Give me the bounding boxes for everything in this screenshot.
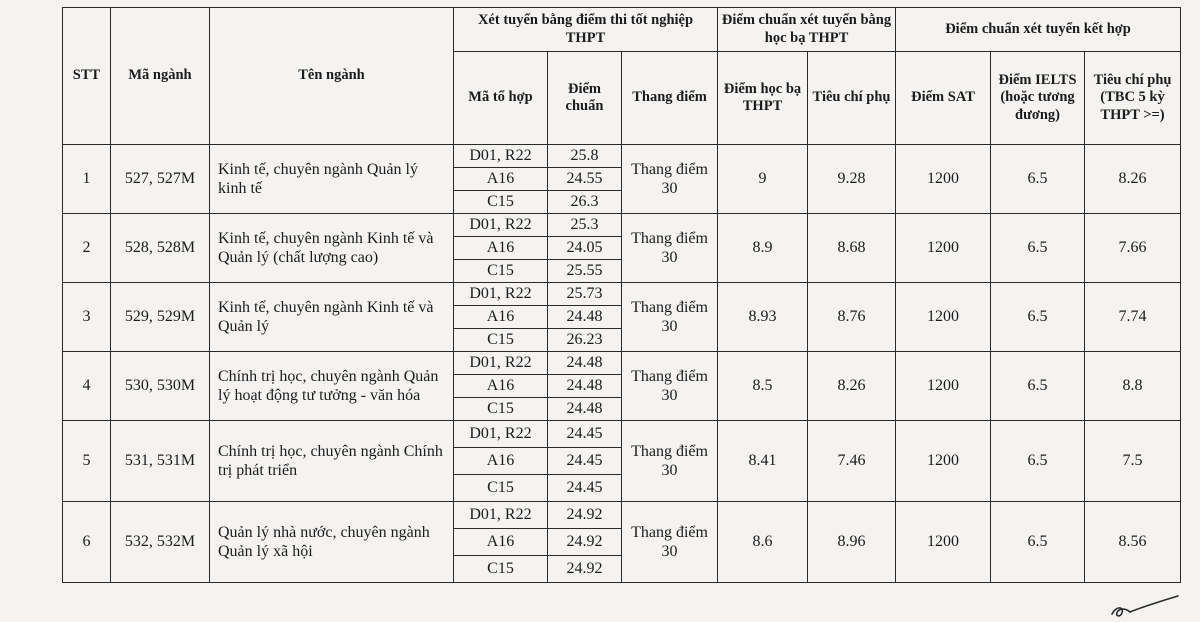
ten-nganh-cell: Quản lý nhà nước, chuyên ngành Quản lý xã hội [210, 502, 454, 583]
thang-diem-cell: Thang điểm 30 [622, 145, 718, 214]
ten-nganh-cell: Chính trị học, chuyên ngành Chính trị phát triển [210, 421, 454, 502]
diem-sat-cell: 1200 [896, 502, 991, 583]
diem-chuan-cell: 25.3 [548, 214, 622, 237]
header-tieu-chi-phu-hoc-ba: Tiêu chí phụ [808, 52, 896, 145]
admission-score-table [62, 7, 1181, 583]
diem-chuan-cell: 24.45 [548, 448, 622, 475]
table-row [63, 502, 1181, 529]
diem-chuan-cell: 25.55 [548, 260, 622, 283]
ten-nganh-cell: Kinh tế, chuyên ngành Kinh tế và Quản lý [210, 283, 454, 352]
thang-diem-cell: Thang điểm 30 [622, 502, 718, 583]
diem-chuan-cell: 25.73 [548, 283, 622, 306]
diem-hoc-ba-cell: 8.93 [718, 283, 808, 352]
diem-ielts-cell: 6.5 [991, 421, 1085, 502]
tieu-chi-phu-ket-hop-cell: 8.8 [1085, 352, 1181, 421]
tieu-chi-phu-hoc-ba-cell: 8.68 [808, 214, 896, 283]
ma-to-hop-cell: D01, R22 [454, 283, 548, 306]
ma-nganh-cell: 528, 528M [111, 214, 210, 283]
ma-to-hop-cell: A16 [454, 529, 548, 556]
table-row [63, 145, 1181, 168]
ten-nganh-cell: Kinh tế, chuyên ngành Quản lý kinh tế [210, 145, 454, 214]
ma-to-hop-cell: C15 [454, 329, 548, 352]
diem-ielts-cell: 6.5 [991, 214, 1085, 283]
diem-hoc-ba-cell: 8.6 [718, 502, 808, 583]
stt-cell: 2 [63, 214, 111, 283]
diem-chuan-cell: 24.55 [548, 168, 622, 191]
ma-to-hop-cell: D01, R22 [454, 352, 548, 375]
ma-nganh-cell: 532, 532M [111, 502, 210, 583]
header-group-thpt: Xét tuyển bằng điểm thi tốt nghiệp THPT [454, 8, 718, 52]
table-row [63, 421, 1181, 448]
stt-cell: 6 [63, 502, 111, 583]
header-diem-hoc-ba: Điểm học bạ THPT [718, 52, 808, 145]
diem-ielts-cell: 6.5 [991, 352, 1085, 421]
stt-cell: 3 [63, 283, 111, 352]
ma-to-hop-cell: C15 [454, 398, 548, 421]
diem-hoc-ba-cell: 8.5 [718, 352, 808, 421]
diem-chuan-cell: 26.3 [548, 191, 622, 214]
tieu-chi-phu-hoc-ba-cell: 8.76 [808, 283, 896, 352]
header-diem-ielts: Điểm IELTS (hoặc tương đương) [991, 52, 1085, 145]
diem-sat-cell: 1200 [896, 214, 991, 283]
diem-chuan-cell: 25.8 [548, 145, 622, 168]
header-group-hoc-ba: Điểm chuẩn xét tuyển bằng học bạ THPT [718, 8, 896, 52]
header-ten-nganh: Tên ngành [210, 8, 454, 145]
ma-to-hop-cell: D01, R22 [454, 502, 548, 529]
ma-to-hop-cell: C15 [454, 260, 548, 283]
diem-chuan-cell: 24.92 [548, 529, 622, 556]
ma-to-hop-cell: C15 [454, 556, 548, 583]
tieu-chi-phu-hoc-ba-cell: 7.46 [808, 421, 896, 502]
thang-diem-cell: Thang điểm 30 [622, 421, 718, 502]
ma-to-hop-cell: D01, R22 [454, 145, 548, 168]
ma-nganh-cell: 530, 530M [111, 352, 210, 421]
diem-chuan-cell: 24.45 [548, 475, 622, 502]
ma-nganh-cell: 531, 531M [111, 421, 210, 502]
diem-sat-cell: 1200 [896, 352, 991, 421]
header-stt: STT [63, 8, 111, 145]
ma-nganh-cell: 527, 527M [111, 145, 210, 214]
ma-nganh-cell: 529, 529M [111, 283, 210, 352]
stt-cell: 4 [63, 352, 111, 421]
thang-diem-cell: Thang điểm 30 [622, 214, 718, 283]
diem-hoc-ba-cell: 8.41 [718, 421, 808, 502]
diem-sat-cell: 1200 [896, 145, 991, 214]
table-row [63, 214, 1181, 237]
ma-to-hop-cell: D01, R22 [454, 214, 548, 237]
ma-to-hop-cell: A16 [454, 306, 548, 329]
tieu-chi-phu-hoc-ba-cell: 8.96 [808, 502, 896, 583]
tieu-chi-phu-ket-hop-cell: 8.56 [1085, 502, 1181, 583]
admission-score-sheet [62, 7, 1180, 583]
ma-to-hop-cell: C15 [454, 475, 548, 502]
header-diem-sat: Điểm SAT [896, 52, 991, 145]
ma-to-hop-cell: A16 [454, 375, 548, 398]
ma-to-hop-cell: C15 [454, 191, 548, 214]
diem-ielts-cell: 6.5 [991, 283, 1085, 352]
diem-chuan-cell: 24.45 [548, 421, 622, 448]
diem-chuan-cell: 24.48 [548, 398, 622, 421]
diem-hoc-ba-cell: 9 [718, 145, 808, 214]
tieu-chi-phu-ket-hop-cell: 7.74 [1085, 283, 1181, 352]
diem-chuan-cell: 24.48 [548, 375, 622, 398]
ten-nganh-cell: Kinh tế, chuyên ngành Kinh tế và Quản lý (chất lượng cao) [210, 214, 454, 283]
diem-chuan-cell: 24.92 [548, 556, 622, 583]
table-row [63, 283, 1181, 306]
tieu-chi-phu-hoc-ba-cell: 8.26 [808, 352, 896, 421]
diem-chuan-cell: 26.23 [548, 329, 622, 352]
ten-nganh-cell: Chính trị học, chuyên ngành Quản lý hoạt động tư tưởng - văn hóa [210, 352, 454, 421]
ma-to-hop-cell: A16 [454, 237, 548, 260]
diem-sat-cell: 1200 [896, 283, 991, 352]
tieu-chi-phu-ket-hop-cell: 7.66 [1085, 214, 1181, 283]
tieu-chi-phu-ket-hop-cell: 8.26 [1085, 145, 1181, 214]
thang-diem-cell: Thang điểm 30 [622, 283, 718, 352]
diem-chuan-cell: 24.48 [548, 306, 622, 329]
header-thang-diem: Thang điểm [622, 52, 718, 145]
header-group-ket-hop: Điểm chuẩn xét tuyển kết hợp [896, 8, 1181, 52]
diem-chuan-cell: 24.48 [548, 352, 622, 375]
diem-ielts-cell: 6.5 [991, 502, 1085, 583]
tieu-chi-phu-hoc-ba-cell: 9.28 [808, 145, 896, 214]
header-ma-nganh: Mã ngành [111, 8, 210, 145]
header-tieu-chi-phu-ket-hop: Tiêu chí phụ (TBC 5 kỳ THPT >=) [1085, 52, 1181, 145]
thang-diem-cell: Thang điểm 30 [622, 352, 718, 421]
ma-to-hop-cell: A16 [454, 448, 548, 475]
diem-chuan-cell: 24.92 [548, 502, 622, 529]
diem-chuan-cell: 24.05 [548, 237, 622, 260]
stt-cell: 1 [63, 145, 111, 214]
diem-sat-cell: 1200 [896, 421, 991, 502]
diem-hoc-ba-cell: 8.9 [718, 214, 808, 283]
header-row-top [63, 8, 1181, 52]
signature-mark [1110, 594, 1180, 620]
diem-ielts-cell: 6.5 [991, 145, 1085, 214]
table-row [63, 352, 1181, 375]
ma-to-hop-cell: A16 [454, 168, 548, 191]
header-ma-to-hop: Mã tổ hợp [454, 52, 548, 145]
header-diem-chuan: Điểm chuẩn [548, 52, 622, 145]
stt-cell: 5 [63, 421, 111, 502]
ma-to-hop-cell: D01, R22 [454, 421, 548, 448]
tieu-chi-phu-ket-hop-cell: 7.5 [1085, 421, 1181, 502]
